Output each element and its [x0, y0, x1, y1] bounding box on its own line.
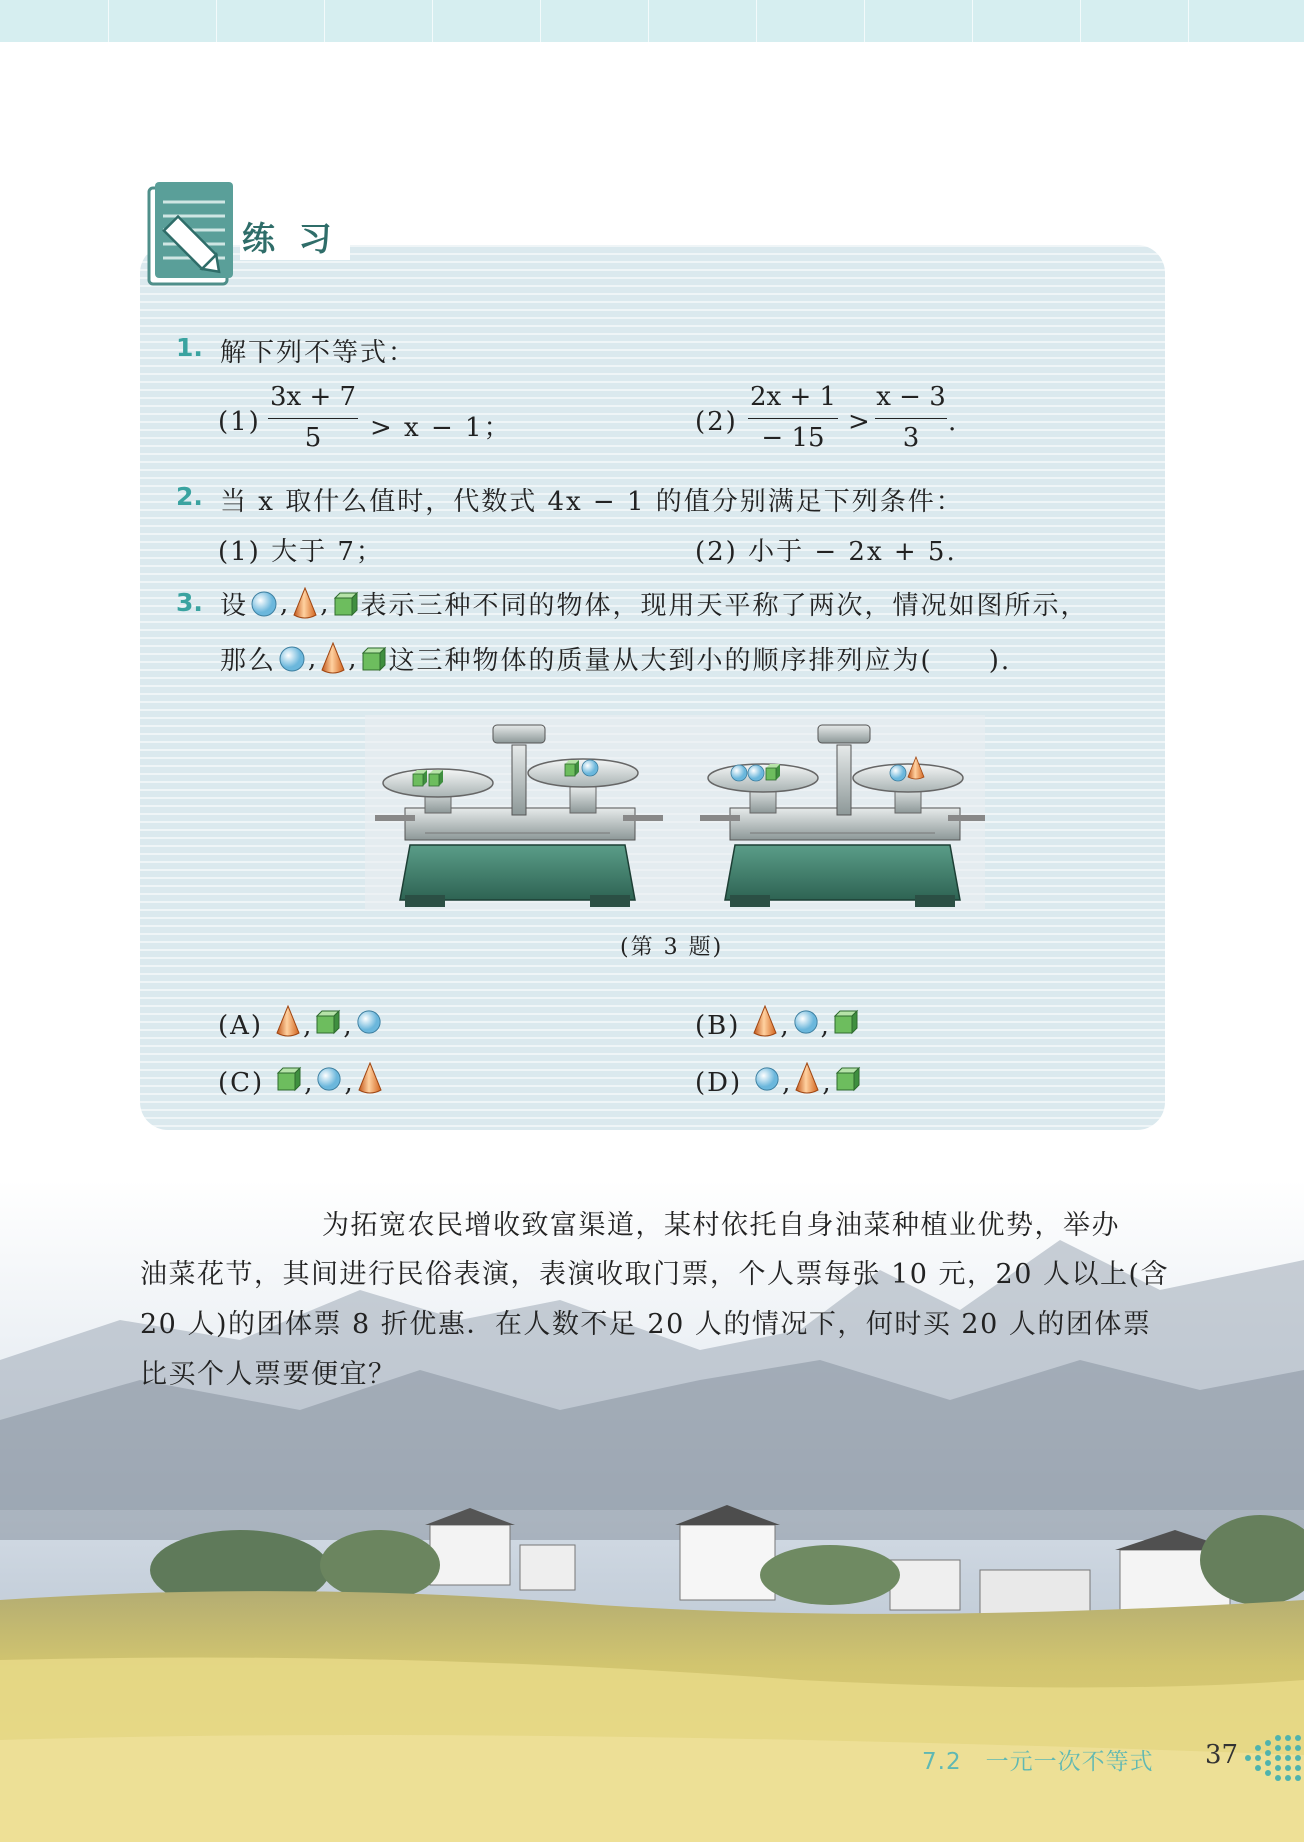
sphere-icon	[316, 1066, 342, 1099]
question-3-line-2: 那么 , , 这三种物体的质量从大到小的顺序排列应为( ).	[220, 640, 1011, 677]
q1-part1-numerator: 3x + 7	[269, 382, 357, 412]
q1-part2-greater-than: >	[848, 407, 872, 437]
q1-part1-label: (1)	[218, 407, 261, 437]
footer-section-title: 7.2 一元一次不等式	[922, 1749, 1154, 1775]
example-3-line-2: 油菜花节，其间进行民俗表演，表演收取门票，个人票每张 10 元，20 人以上(含	[140, 1259, 1169, 1290]
cone-icon	[794, 1062, 820, 1103]
question-3-line-1: 设 , , 表示三种不同的物体，现用天平称了两次，情况如图所示，	[220, 585, 1089, 622]
q3-line1-lead: 设	[220, 591, 249, 621]
question-1-text: 解下列不等式：	[220, 338, 417, 368]
question-number-1: 1.	[176, 333, 203, 362]
cube-icon	[333, 591, 359, 617]
exercise-title: 练 习	[240, 213, 350, 260]
example-3-line-3: 20 人)的团体票 8 折优惠．在人数不足 20 人的情况下，何时买 20 人的团体票	[140, 1309, 1152, 1340]
cube-icon	[361, 646, 387, 672]
q3-line2-lead: 那么	[220, 646, 277, 676]
choice-label: (A)	[218, 1010, 264, 1041]
q2-part1: (1) 大于 7；	[218, 537, 384, 567]
q1-part2-left-numerator: 2x + 1	[749, 382, 837, 412]
sphere-icon	[793, 1009, 819, 1042]
q1-part1-rest: > x − 1；	[370, 413, 512, 443]
choice-d[interactable]: (D) , ,	[695, 1062, 863, 1103]
page-number: 37	[1205, 1740, 1239, 1770]
choice-c[interactable]: (C) , ,	[218, 1062, 385, 1103]
exercise-panel	[140, 245, 1165, 1130]
choice-b[interactable]: (B) , ,	[695, 1005, 861, 1046]
choice-a[interactable]: (A) , ,	[218, 1005, 384, 1046]
cube-icon	[276, 1066, 302, 1099]
q1-part2-right-fraction	[875, 382, 947, 453]
cube-icon	[315, 1009, 341, 1042]
q1-part2-left-fraction	[748, 382, 838, 453]
q1-part2-left-denominator: − 15	[761, 423, 825, 453]
q1-part1-denominator: 5	[304, 423, 322, 453]
q1-part2-label: (2)	[695, 407, 738, 437]
choice-label: (D)	[695, 1067, 743, 1098]
q1-part2-right-numerator: x − 3	[876, 382, 946, 412]
question-number-3: 3.	[176, 588, 203, 617]
sphere-icon	[754, 1066, 780, 1099]
cone-icon	[292, 587, 318, 621]
sphere-icon	[356, 1009, 382, 1042]
cone-icon	[752, 1005, 778, 1046]
q1-part1-fraction	[268, 382, 358, 453]
example-3-line-1: 为拓宽农民增收致富渠道，某村依托自身油菜种植业优势，举办	[322, 1210, 1120, 1241]
cube-icon	[835, 1066, 861, 1099]
balance-scales-figure	[365, 715, 985, 915]
choice-label: (C)	[218, 1067, 265, 1098]
cone-icon	[275, 1005, 301, 1046]
q3-line1-rest: 表示三种不同的物体，现用天平称了两次，情况如图所示，	[360, 591, 1089, 621]
top-band	[0, 0, 1304, 42]
question-number-2: 2.	[176, 482, 203, 511]
sphere-icon	[250, 590, 278, 618]
sphere-icon	[278, 645, 306, 673]
cone-icon	[320, 642, 346, 676]
q1-part2-end: .	[948, 407, 959, 437]
figure-caption: (第 3 题)	[620, 935, 724, 960]
cone-icon	[357, 1062, 383, 1103]
q3-line2-rest: 这三种物体的质量从大到小的顺序排列应为( ).	[388, 646, 1012, 676]
q1-part2-right-denominator: 3	[902, 423, 920, 453]
choice-label: (B)	[695, 1010, 741, 1041]
question-2-text: 当 x 取什么值时，代数式 4x − 1 的值分别满足下列条件：	[220, 487, 964, 517]
page-dots-decoration	[1238, 1733, 1304, 1783]
example-3-line-4: 比买个人票要便宜？	[140, 1359, 397, 1390]
cube-icon	[833, 1009, 859, 1042]
q2-part2: (2) 小于 − 2x + 5.	[695, 537, 957, 567]
